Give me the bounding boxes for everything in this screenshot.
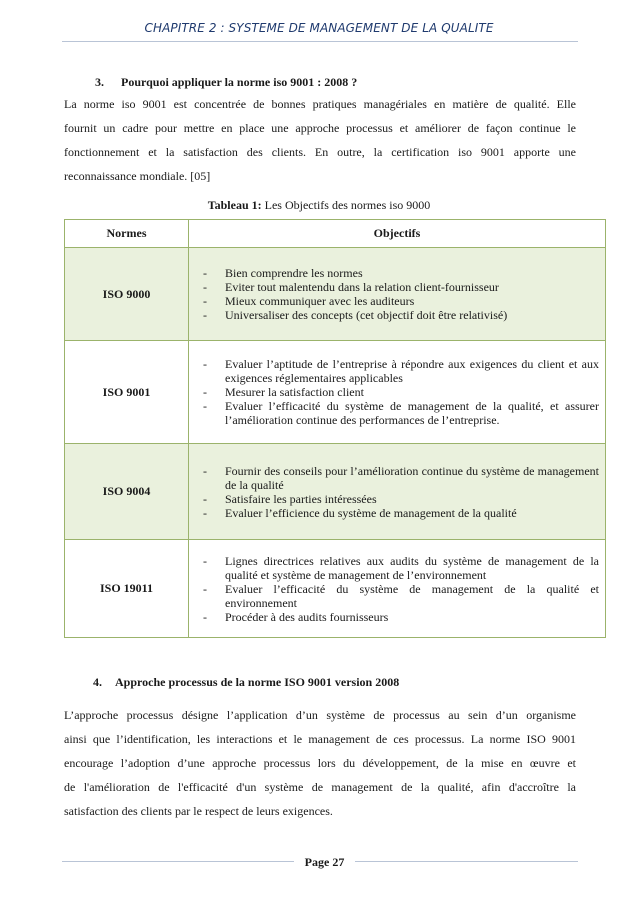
list-item: - Evaluer l’efficience du système de management de la qualité [203,505,517,520]
paragraph-line: reconnaissance mondiale. [05] [64,169,211,183]
section-4-title: Approche processus de la norme ISO 9001 version 2008 [115,675,400,689]
paragraph-line: satisfaction des clients par le respect de leurs exigences. [64,804,333,818]
objectives-cell [189,444,606,540]
list-item: - Evaluer l’efficacité du système de management de la qualité et environnement [203,581,599,610]
paragraph-line: fonctionnement et la satisfaction des clients. En outre, la certification iso 9001 apporte une [64,145,576,159]
objectives-cell [189,341,606,444]
chapter-header: CHAPITRE 2 : SYSTEME DE MANAGEMENT DE LA QUALITE [144,21,494,35]
list-item: - Fournir des conseils pour l’amélioration continue du système de management de la qualité [203,463,599,492]
table-header-row [65,220,606,248]
section-4-heading [93,675,399,690]
paragraph-line: ainsi que l’identification, les interactions et le management de ces processus. La norme ISO 9001 [64,732,576,746]
table-caption-label: Tableau 1: [207,198,262,212]
objectives-list [189,260,605,328]
section-3-title: Pourquoi appliquer la norme iso 9001 : 2008 ? [121,75,358,89]
list-item: - Universaliser des concepts (cet objectif doit être relativisé) [203,308,508,322]
footer-divider-left [62,861,294,862]
objectives-list [189,458,605,526]
list-item: - Evaluer l’efficacité du système de management de la qualité, et assurer l’amélioration continue des performances de l’entreprise. [203,399,599,427]
norm-cell: ISO 9004 [65,444,189,540]
section-4-number: 4. [93,675,102,689]
table-row [65,540,606,638]
table-row [65,444,606,540]
objectives-list [189,351,605,433]
section-3-paragraph [64,92,576,188]
objectives-table [64,219,606,638]
list-item: - Satisfaire les parties intéressées [203,491,377,506]
paragraph-line: L’approche processus désigne l’application d’un système de processus au sein d’un organisme [64,708,576,722]
norm-cell: ISO 9001 [65,341,189,444]
list-item: - Mieux communiquer avec les auditeurs [203,294,415,308]
paragraph-line: La norme iso 9001 est concentrée de bonnes pratiques managériales en matière de qualité. Elle [64,97,576,111]
norm-cell: ISO 9000 [65,248,189,341]
norm-cell: ISO 19011 [65,540,189,638]
table-caption-text: Les Objectifs des normes iso 9000 [261,198,431,212]
objectives-cell [189,540,606,638]
list-item: - Evaluer l’aptitude de l’entreprise à répondre aux exigences du client et aux exigences réglementaires applicables [203,357,599,385]
list-item: - Procéder à des audits fournisseurs [203,609,389,624]
objectives-list [189,548,605,630]
header-objectives: Objectifs [189,220,606,248]
section-3-number: 3. [95,75,104,89]
paragraph-line: fournit un cadre pour mettre en place une approche processus et améliorer de façon continue le [64,121,576,135]
table-row [65,341,606,444]
table-caption [0,198,638,213]
header-divider [62,41,578,42]
paragraph-line: de l'amélioration de l'efficacité d'un système de management de la qualité, afin d'accroître la [64,780,576,794]
list-item: - Eviter tout malentendu dans la relation client-fournisseur [203,280,499,294]
section-4-paragraph [64,703,576,823]
page-number: Page 27 [304,855,345,869]
objectives-cell [189,248,606,341]
list-item: - Mesurer la satisfaction client [203,385,364,399]
footer-divider-right [355,861,578,862]
paragraph-line: encourage l’adoption d’une approche processus lors du développement, de la mise en œuvre et [64,756,576,770]
section-3-heading [95,75,357,90]
table-row [65,248,606,341]
header-norms: Normes [65,220,189,248]
list-item: - Bien comprendre les normes [203,266,363,280]
list-item: - Lignes directrices relatives aux audits du système de management de la qualité et système de management de l’environnement [203,553,599,582]
